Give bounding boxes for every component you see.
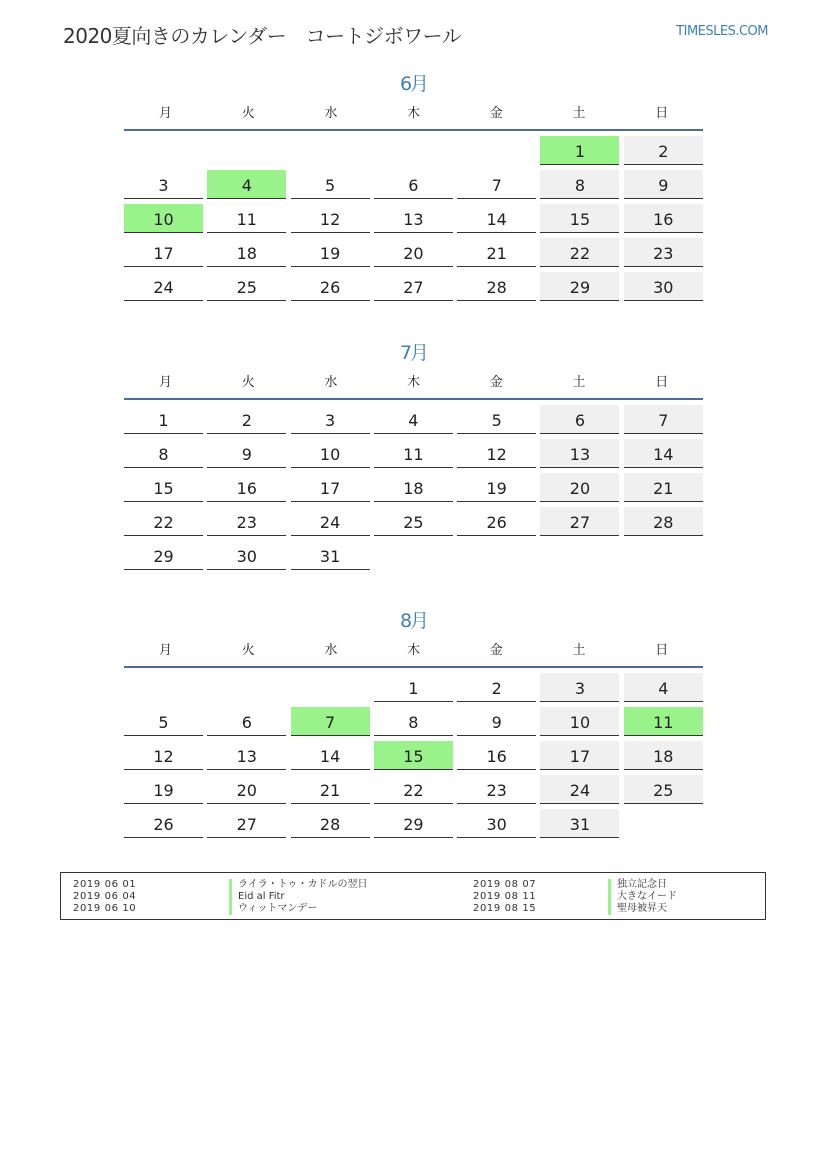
legend-name: 大きなイード [608,891,677,903]
weekday-label: 水 [324,106,338,121]
day-cell[interactable]: 20 [374,238,453,267]
day-cell[interactable]: 15 [540,204,619,233]
day-cell[interactable]: 8 [124,439,203,468]
day-cell[interactable]: 21 [624,473,703,502]
legend-date: 2019 08 15 [473,903,537,914]
month-block [124,70,703,301]
day-cell[interactable]: 23 [457,775,536,804]
legend-date: 2019 06 01 [73,879,137,890]
day-cell[interactable]: 12 [124,741,203,770]
day-cell[interactable]: 3 [540,673,619,702]
legend-date: 2019 06 04 [73,891,137,902]
weekday-label: 月 [158,643,172,658]
day-cell[interactable]: 9 [624,170,703,199]
holiday-legend [60,872,766,920]
day-cell[interactable]: 21 [457,238,536,267]
weekday-label: 木 [407,643,421,658]
day-cell[interactable]: 16 [207,473,286,502]
day-cell[interactable]: 24 [291,507,370,536]
weekday-label: 土 [572,106,586,121]
day-cell[interactable]: 8 [374,707,453,736]
day-cell[interactable]: 10 [540,707,619,736]
day-cell[interactable]: 7 [457,170,536,199]
weekday-label: 土 [572,375,586,390]
empty-cell [124,673,203,702]
day-cell[interactable]: 18 [624,741,703,770]
day-cell[interactable]: 3 [291,405,370,434]
legend-date: 2019 06 10 [73,903,137,914]
day-cell[interactable]: 8 [540,170,619,199]
empty-cell [457,136,536,165]
day-cell[interactable]: 13 [540,439,619,468]
day-cell[interactable]: 4 [624,673,703,702]
weekday-header [124,102,703,127]
legend-name: Eid al Fitr [229,891,285,903]
day-cell[interactable]: 17 [291,473,370,502]
day-cell[interactable]: 20 [207,775,286,804]
weekday-label: 火 [241,375,255,390]
legend-name: ウィットマンデー [229,903,317,915]
holiday-day-cell[interactable]: 15 [374,741,453,770]
month-title: 6月 [399,73,428,95]
legend-name: 独立記念日 [608,879,667,891]
day-cell[interactable]: 9 [457,707,536,736]
day-cell[interactable]: 2 [207,405,286,434]
day-cell[interactable]: 16 [624,204,703,233]
day-cell[interactable]: 14 [624,439,703,468]
day-cell[interactable]: 5 [124,707,203,736]
day-cell[interactable]: 24 [540,775,619,804]
day-cell[interactable]: 27 [374,272,453,301]
weekday-header [124,371,703,396]
empty-cell [291,673,370,702]
day-cell[interactable]: 6 [374,170,453,199]
day-cell[interactable]: 11 [207,204,286,233]
weekday-label: 金 [489,643,503,658]
weekday-header [124,639,703,664]
month-title: 7月 [399,342,428,364]
empty-cell [124,136,203,165]
day-cell[interactable]: 4 [374,405,453,434]
day-cell[interactable]: 20 [540,473,619,502]
day-cell[interactable]: 2 [457,673,536,702]
day-cell[interactable]: 14 [291,741,370,770]
day-cell[interactable]: 28 [457,272,536,301]
day-cell[interactable]: 18 [207,238,286,267]
month-block [124,607,703,838]
weekday-label: 金 [489,375,503,390]
day-cell[interactable]: 9 [207,439,286,468]
legend-name: ライラ・トゥ・カドルの翌日 [229,879,367,891]
weekday-label: 日 [655,106,669,121]
day-cell[interactable]: 3 [124,170,203,199]
weekday-label: 木 [407,106,421,121]
day-cell[interactable]: 19 [291,238,370,267]
holiday-day-cell[interactable]: 11 [624,707,703,736]
header-divider [124,398,703,400]
day-cell[interactable]: 30 [207,541,286,570]
holiday-day-cell[interactable]: 1 [540,136,619,165]
holiday-day-cell[interactable]: 10 [124,204,203,233]
day-cell[interactable]: 27 [207,809,286,838]
day-cell[interactable]: 5 [457,405,536,434]
weekday-label: 日 [655,375,669,390]
day-grid [124,405,703,570]
legend-date: 2019 08 11 [473,891,537,902]
weekday-label: 火 [241,643,255,658]
legend-date: 2019 08 07 [473,879,537,890]
day-cell[interactable]: 22 [124,507,203,536]
day-cell[interactable]: 29 [540,272,619,301]
day-cell[interactable]: 31 [540,809,619,838]
day-cell[interactable]: 26 [291,272,370,301]
day-cell[interactable]: 26 [124,809,203,838]
weekday-label: 金 [489,106,503,121]
day-cell[interactable]: 31 [291,541,370,570]
day-cell[interactable]: 2 [624,136,703,165]
weekday-label: 水 [324,643,338,658]
day-cell[interactable]: 26 [457,507,536,536]
header-divider [124,129,703,131]
day-cell[interactable]: 25 [624,775,703,804]
day-cell[interactable]: 30 [457,809,536,838]
weekday-label: 土 [572,643,586,658]
weekday-label: 火 [241,106,255,121]
day-cell[interactable]: 6 [207,707,286,736]
day-cell[interactable]: 19 [457,473,536,502]
empty-cell [207,673,286,702]
day-cell[interactable]: 15 [124,473,203,502]
day-cell[interactable]: 22 [374,775,453,804]
empty-cell [207,136,286,165]
weekday-label: 月 [158,375,172,390]
day-cell[interactable]: 17 [124,238,203,267]
day-grid [124,136,703,301]
day-cell[interactable]: 10 [291,439,370,468]
empty-cell [291,136,370,165]
day-cell[interactable]: 12 [291,204,370,233]
empty-cell [374,136,453,165]
day-cell[interactable]: 21 [291,775,370,804]
day-cell[interactable]: 24 [124,272,203,301]
day-cell[interactable]: 1 [374,673,453,702]
day-cell[interactable]: 16 [457,741,536,770]
day-cell[interactable]: 23 [624,238,703,267]
day-cell[interactable]: 27 [540,507,619,536]
holiday-day-cell[interactable]: 4 [207,170,286,199]
day-cell[interactable]: 28 [624,507,703,536]
page-title: 2020夏向きのカレンダー コートジボワール [63,24,462,48]
day-cell[interactable]: 30 [624,272,703,301]
day-cell[interactable]: 5 [291,170,370,199]
day-cell[interactable]: 17 [540,741,619,770]
weekday-label: 木 [407,375,421,390]
day-cell[interactable]: 29 [124,541,203,570]
day-cell[interactable]: 11 [374,439,453,468]
day-cell[interactable]: 13 [374,204,453,233]
day-cell[interactable]: 25 [374,507,453,536]
day-cell[interactable]: 7 [624,405,703,434]
day-cell[interactable]: 1 [124,405,203,434]
weekday-label: 日 [655,643,669,658]
day-cell[interactable]: 28 [291,809,370,838]
weekday-label: 水 [324,375,338,390]
day-cell[interactable]: 23 [207,507,286,536]
day-grid [124,673,703,838]
legend-name: 聖母被昇天 [608,903,667,915]
day-cell[interactable]: 12 [457,439,536,468]
day-cell[interactable]: 19 [124,775,203,804]
month-block [124,339,703,570]
holiday-day-cell[interactable]: 7 [291,707,370,736]
day-cell[interactable]: 18 [374,473,453,502]
weekday-label: 月 [158,106,172,121]
header-divider [124,666,703,668]
day-cell[interactable]: 25 [207,272,286,301]
day-cell[interactable]: 29 [374,809,453,838]
month-title: 8月 [399,610,428,632]
day-cell[interactable]: 14 [457,204,536,233]
day-cell[interactable]: 22 [540,238,619,267]
day-cell[interactable]: 13 [207,741,286,770]
brand-link[interactable]: TIMESLES.COM [676,24,768,39]
day-cell[interactable]: 6 [540,405,619,434]
